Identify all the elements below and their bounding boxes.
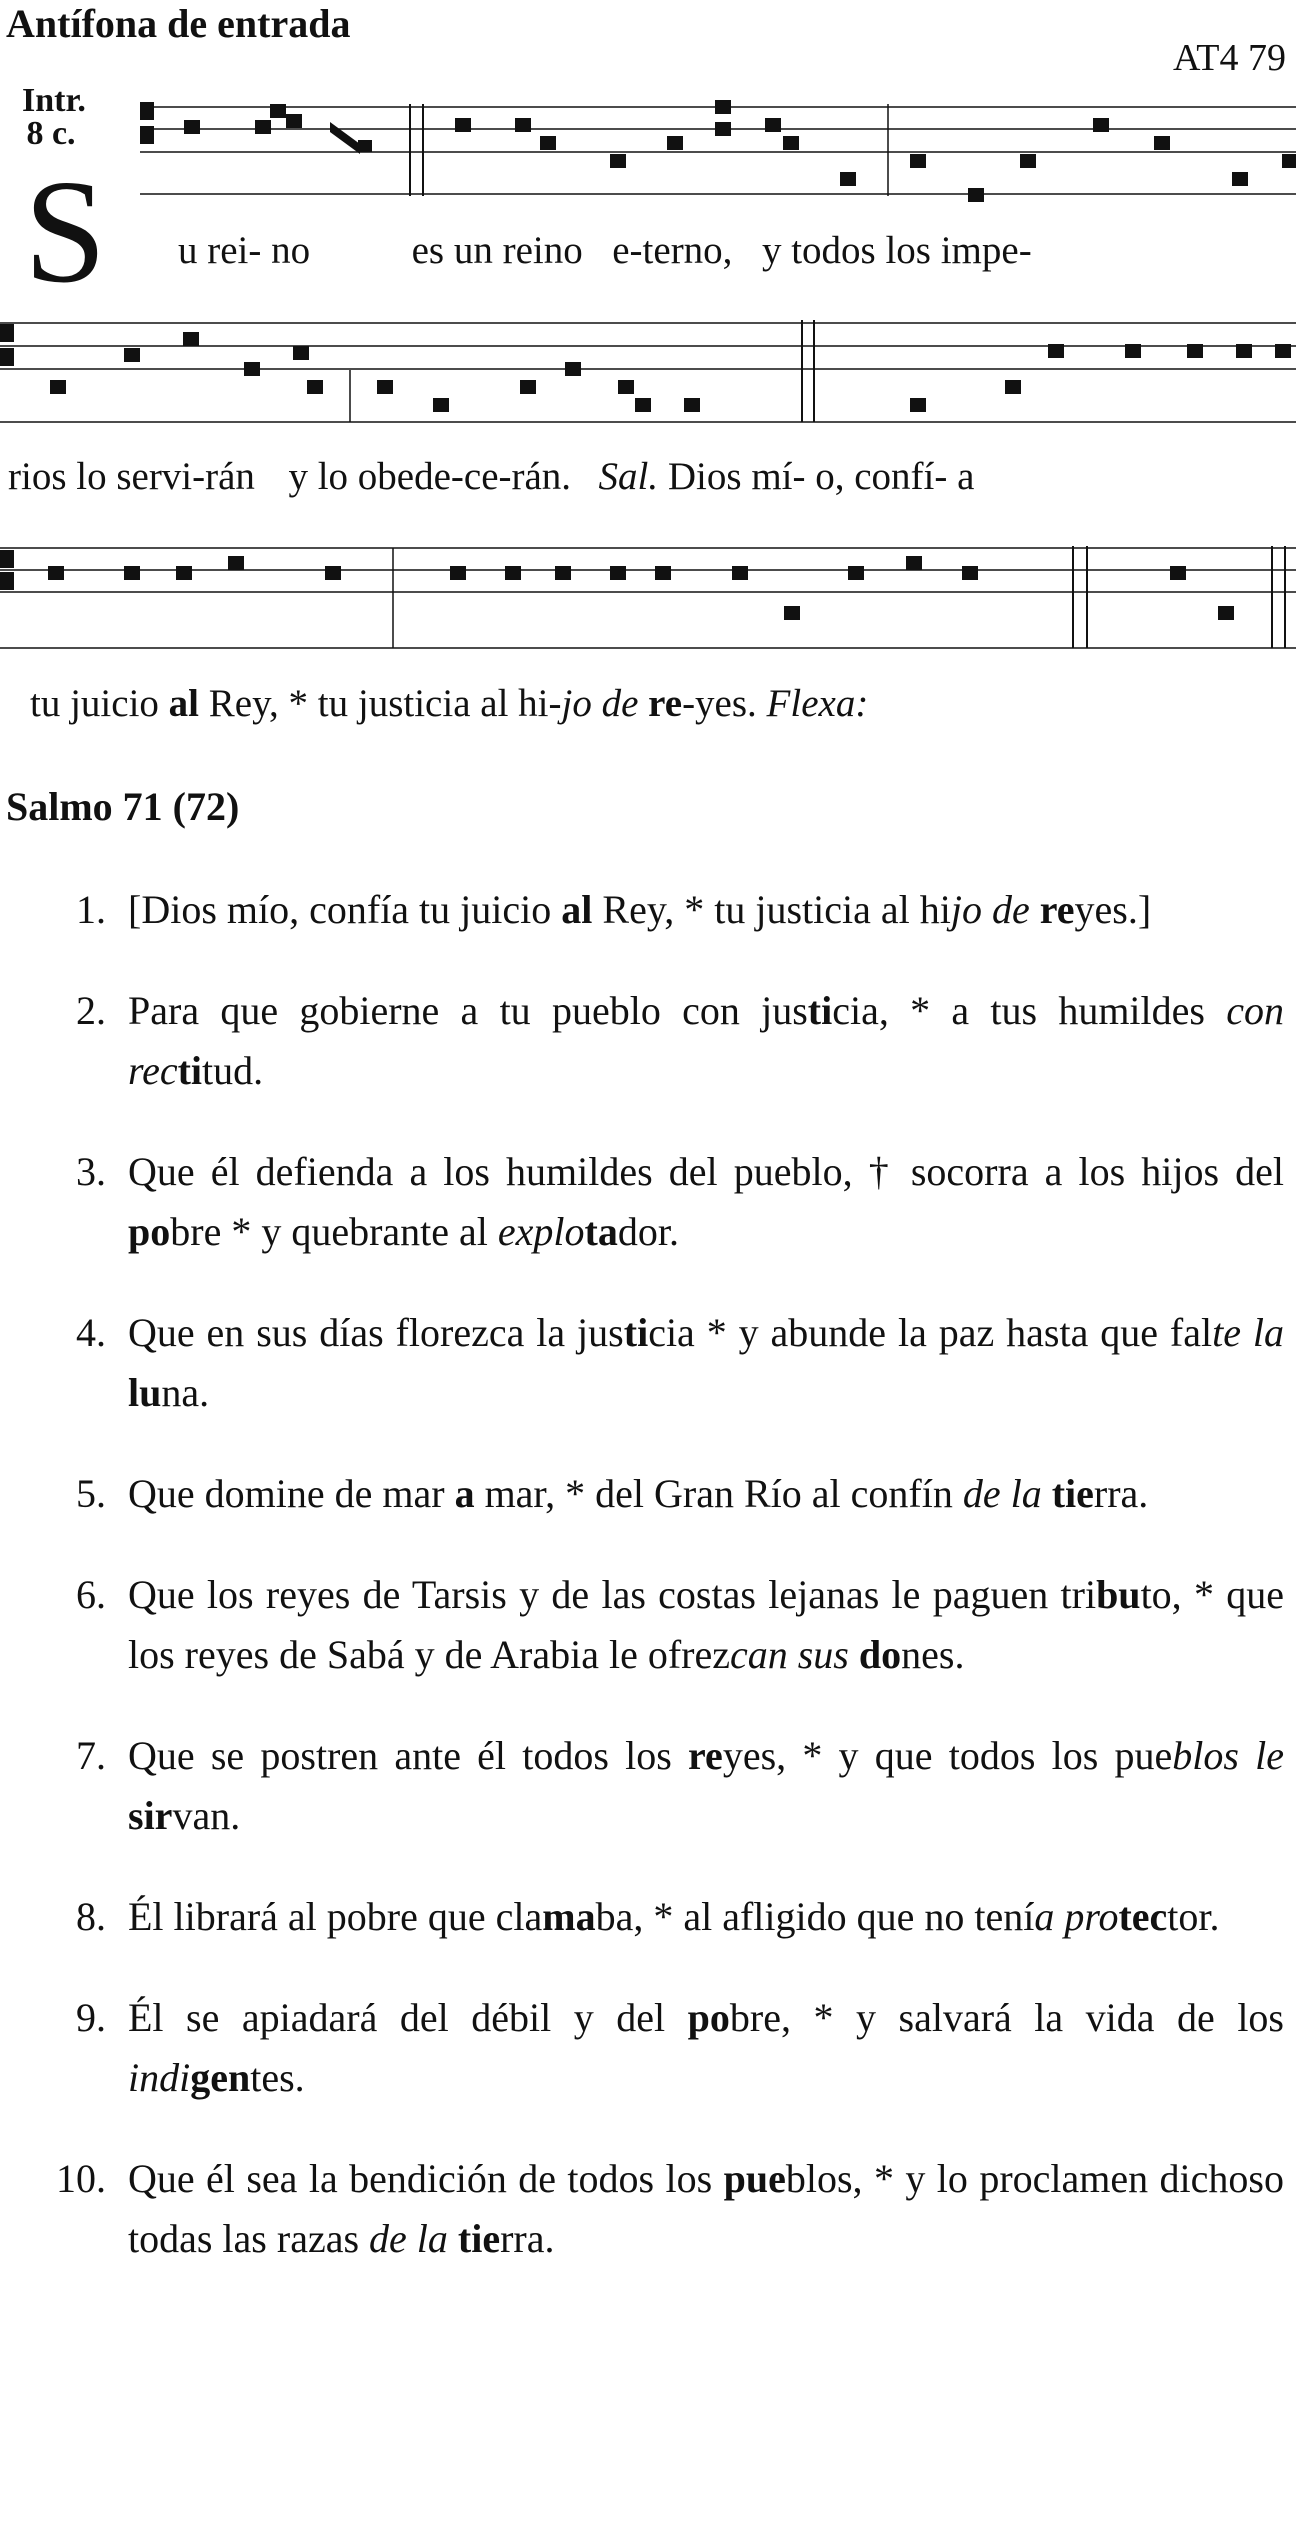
accent-syllable: bu xyxy=(1096,1572,1141,1617)
verse-text: van. xyxy=(172,1793,241,1838)
chant-staff-3 xyxy=(0,544,1296,654)
lyric-accent: al xyxy=(168,682,199,725)
psalm-verse xyxy=(0,1142,1296,1262)
italic-syllable: indi xyxy=(128,2055,191,2100)
lyric-syllable: rios lo servi-rán xyxy=(8,455,255,498)
italic-syllable: te la xyxy=(1212,1310,1285,1355)
verse-text: rra. xyxy=(1093,1471,1149,1516)
verse-text xyxy=(849,1632,859,1677)
verse-text: Él se apiadará del débil y del xyxy=(128,1995,688,2040)
neumes xyxy=(50,332,1291,412)
psalm-verse xyxy=(0,1565,1296,1685)
accent-syllable: ti xyxy=(177,1048,203,1093)
verse-text: cia, * a tus humildes xyxy=(832,988,1227,1033)
verse-text: mar, * del Gran Río al confín xyxy=(474,1471,963,1516)
accent-syllable: do xyxy=(858,1632,902,1677)
italic-syllable: explo xyxy=(497,1209,585,1254)
verse-number: 1. xyxy=(76,887,106,932)
psalm-verse xyxy=(0,1988,1296,2108)
verse-text: Que en sus días florezca la jus xyxy=(128,1310,624,1355)
psalm-verse xyxy=(0,2149,1296,2269)
verse-text: tor. xyxy=(1167,1894,1220,1939)
lyric-syllable: es un reino xyxy=(411,229,583,272)
verse-text: Que los reyes de Tarsis y de las costas lejanas le paguen tri xyxy=(128,1572,1097,1617)
psalm-verse-list xyxy=(0,880,1296,2310)
neumes xyxy=(184,100,1296,202)
accent-syllable: tie xyxy=(1051,1471,1094,1516)
verse-text: na. xyxy=(161,1370,210,1415)
accent-syllable: ta xyxy=(584,1209,618,1254)
verse-text: nes. xyxy=(901,1632,965,1677)
verse-text: Él librará al pobre que cla xyxy=(128,1894,543,1939)
lyric-syllable: u rei- no xyxy=(178,229,311,272)
verse-text: tes. xyxy=(250,2055,305,2100)
chant-reference: AT4 79 xyxy=(1173,37,1286,79)
italic-syllable: jo de xyxy=(950,887,1030,932)
chant-staff-1 xyxy=(0,92,1296,202)
lyric-syllable: y todos los impe- xyxy=(761,229,1032,272)
italic-syllable: con rec xyxy=(128,988,1285,1093)
verse-text: cia * y abunde la paz hasta que fal xyxy=(648,1310,1213,1355)
verse-number: 2. xyxy=(76,988,106,1033)
verse-text xyxy=(1042,1471,1052,1516)
accent-syllable: tie xyxy=(457,2216,501,2261)
mode-number: 8 c. xyxy=(26,115,76,152)
verse-text: [Dios mío, confía tu juicio xyxy=(128,887,562,932)
psalm-verse xyxy=(0,880,1296,940)
italic-syllable: de la xyxy=(369,2216,448,2261)
verse-number: 9. xyxy=(76,1995,106,2040)
verse-text: bre * y quebrante al xyxy=(170,1209,498,1254)
italic-syllable: blos le xyxy=(1172,1733,1285,1778)
lyric-syllable: e-terno, xyxy=(612,229,733,272)
psalm-verse xyxy=(0,1464,1296,1524)
verse-text: Que él defienda a los humildes del pueblo, † socorra a los hijos del xyxy=(128,1149,1284,1194)
verse-text: tud. xyxy=(202,1048,264,1093)
lyric-syllable: -yes. xyxy=(682,682,757,725)
verse-number: 8. xyxy=(76,1894,106,1939)
c-clef xyxy=(0,324,14,366)
verse-text: yes.] xyxy=(1074,887,1152,932)
verse-text: Que se postren ante él todos los xyxy=(128,1733,689,1778)
accent-syllable: sir xyxy=(128,1793,173,1838)
accent-syllable: po xyxy=(687,1995,730,2040)
chant-staff-2 xyxy=(0,318,1296,428)
accent-syllable: po xyxy=(128,1209,171,1254)
verse-number: 7. xyxy=(76,1733,106,1778)
drop-initial: S xyxy=(24,150,107,314)
lyric-syllable: Rey, * tu justicia al hi- xyxy=(208,682,562,725)
verse-text: Rey, * tu justicia al hi xyxy=(592,887,951,932)
page-heading: Antífona de entrada xyxy=(6,1,351,46)
verse-text: rra. xyxy=(500,2216,555,2261)
verse-text: to, * que los reyes de Sabá y de Arabia le ofrez xyxy=(128,1572,1285,1677)
lyric-syllable: tu juicio xyxy=(30,682,159,725)
lyric-flexa: Flexa: xyxy=(766,682,869,725)
verse-text: blos, * y lo proclamen dichoso todas las razas xyxy=(128,2156,1284,2261)
italic-syllable: can sus xyxy=(729,1632,849,1677)
verse-text: bre, * y salvará la vida de los xyxy=(729,1995,1284,2040)
verse-number: 3. xyxy=(76,1149,106,1194)
verse-number: 4. xyxy=(76,1310,106,1355)
verse-text: dor. xyxy=(617,1209,679,1254)
accent-syllable: gen xyxy=(190,2055,251,2100)
psalm-title: Salmo 71 (72) xyxy=(6,784,240,829)
psalm-verse xyxy=(0,1887,1296,1947)
psalm-verse xyxy=(0,1726,1296,1846)
lyric-syllable: y lo obede-ce-rán. xyxy=(288,455,572,498)
accent-syllable: ti xyxy=(807,988,833,1033)
psalm-verse xyxy=(0,1303,1296,1423)
accent-syllable: re xyxy=(688,1733,723,1778)
verse-number: 6. xyxy=(76,1572,106,1617)
neumes xyxy=(48,556,1234,620)
lyric-accent: re xyxy=(648,682,683,725)
italic-syllable: a pro xyxy=(1034,1894,1119,1939)
mode-intr: Intr. xyxy=(22,82,86,119)
verse-text xyxy=(1030,887,1040,932)
lyrics-line-1 xyxy=(178,228,1032,273)
accent-syllable: al xyxy=(561,887,593,932)
verse-text: yes, * y que todos los pue xyxy=(722,1733,1173,1778)
accent-syllable: tec xyxy=(1118,1894,1168,1939)
verse-text: ba, * al afligido que no tení xyxy=(595,1894,1035,1939)
verse-text xyxy=(448,2216,458,2261)
verse-text: Para que gobierne a tu pueblo con jus xyxy=(128,988,808,1033)
accent-syllable: a xyxy=(454,1471,475,1516)
lyric-syllable: Dios mí- o, confí- a xyxy=(667,455,975,498)
italic-syllable: de la xyxy=(962,1471,1042,1516)
accent-syllable: ma xyxy=(542,1894,596,1939)
verse-number: 10. xyxy=(56,2156,106,2201)
lyrics-line-3 xyxy=(30,681,868,726)
verse-text: Que él sea la bendición de todos los xyxy=(128,2156,724,2201)
c-clef xyxy=(140,102,154,144)
accent-syllable: pue xyxy=(723,2156,786,2201)
accent-syllable: re xyxy=(1039,887,1075,932)
accent-syllable: lu xyxy=(128,1370,162,1415)
lyric-italic: jo de xyxy=(561,682,639,725)
verse-number: 5. xyxy=(76,1471,106,1516)
lyrics-line-2 xyxy=(8,454,974,499)
verse-text: Que domine de mar xyxy=(128,1471,455,1516)
accent-syllable: ti xyxy=(623,1310,649,1355)
psalm-verse xyxy=(0,981,1296,1101)
lyric-sal: Sal. xyxy=(598,455,659,498)
